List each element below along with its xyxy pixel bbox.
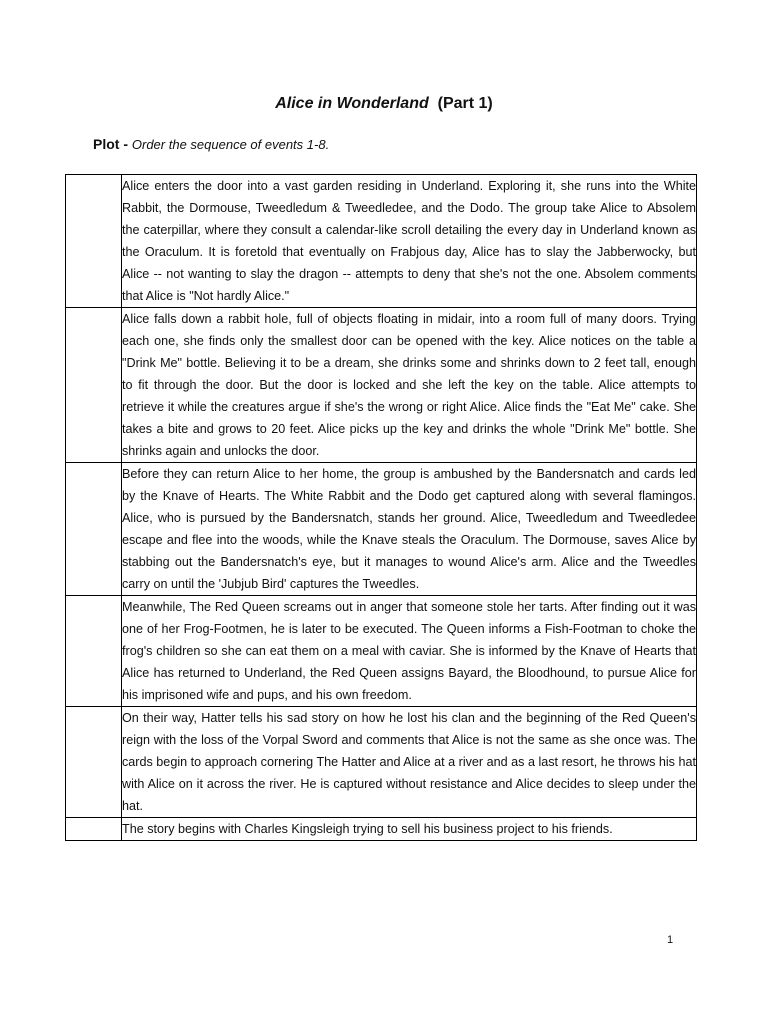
table-row — [66, 818, 697, 841]
event-text: On their way, Hatter tells his sad story on how he lost his clan and the beginning of the Red Queen's reign with the loss of the Vorpal Sword and comments that Alice is not the same as she once was. The cards begin to approach cornering The Hatter and Alice at a river and as a last resort, he throws his hat with Alice on it across the river. He is captured without resistance and Alice decides to sleep under the hat. — [122, 707, 697, 818]
page-title — [0, 95, 768, 113]
table-row — [66, 175, 697, 308]
plot-label: Plot - — [93, 136, 128, 152]
sequence-number-cell[interactable] — [66, 175, 122, 308]
events-table — [65, 174, 697, 841]
table-row — [66, 308, 697, 463]
plot-instruction-line — [93, 136, 329, 152]
sequence-number-cell[interactable] — [66, 596, 122, 707]
event-text: Alice enters the door into a vast garden residing in Underland. Exploring it, she runs into the White Rabbit, the Dormouse, Tweedledum & Tweedledee, and the Dodo. The group take Alice to Absolem the caterpillar, where they consult a calendar-like scroll detailing the every day in Underland known as the Oraculum. It is foretold that eventually on Frabjous day, Alice has to slay the Jabberwocky, but Alice -- not wanting to slay the dragon -- attempts to deny that she's not the one. Absolem comments that Alice is "Not hardly Alice." — [122, 175, 697, 308]
page-number: 1 — [667, 934, 674, 946]
sequence-number-cell[interactable] — [66, 707, 122, 818]
sequence-number-cell[interactable] — [66, 818, 122, 841]
sequence-number-cell[interactable] — [66, 308, 122, 463]
table-row — [66, 596, 697, 707]
table-row — [66, 463, 697, 596]
event-text: Meanwhile, The Red Queen screams out in anger that someone stole her tarts. After finding out it was one of her Frog-Footmen, he is later to be executed. The Queen informs a Fish-Footman to choke the frog's children so she can eat them on a meal with caviar. She is informed by the Knave of Hearts that Alice has returned to Underland, the Red Queen assigns Bayard, the Bloodhound, to pursue Alice for his imprisoned wife and pups, and his own freedom. — [122, 596, 697, 707]
sequence-number-cell[interactable] — [66, 463, 122, 596]
table-row — [66, 707, 697, 818]
event-text: Before they can return Alice to her home, the group is ambushed by the Bandersnatch and cards led by the Knave of Hearts. The White Rabbit and the Dodo get captured along with several flamingos. Alice, who is pursued by the Bandersnatch, stands her ground. Alice, Tweedledum and Tweedledee escape and flee into the woods, while the Knave steals the Oraculum. The Dormouse, saves Alice by stabbing out the Bandersnatch's eye, but it manages to wound Alice's arm. Alice and the Tweedles carry on until the 'Jubjub Bird' captures the Tweedles. — [122, 463, 697, 596]
title-main: Alice in Wonderland — [275, 95, 429, 112]
event-text: Alice falls down a rabbit hole, full of objects floating in midair, into a room full of many doors. Trying each one, she finds only the smallest door can be opened with the key. Alice notices on the table a "Drink Me" bottle. Believing it to be a dream, she drinks some and shrinks down to 2 feet tall, enough to fit through the door. But the door is locked and she left the key on the table. Alice attempts to retrieve it while the creatures argue if she's the wrong or right Alice. Alice finds the "Eat Me" cake. She takes a bite and grows to 20 feet. Alice picks up the key and drinks the whole "Drink Me" bottle. She shrinks again and unlocks the door. — [122, 308, 697, 463]
plot-instruction: Order the sequence of events 1-8. — [131, 137, 330, 152]
event-text: The story begins with Charles Kingsleigh trying to sell his business project to his friends. — [122, 818, 697, 841]
title-part: (Part 1) — [437, 95, 493, 112]
